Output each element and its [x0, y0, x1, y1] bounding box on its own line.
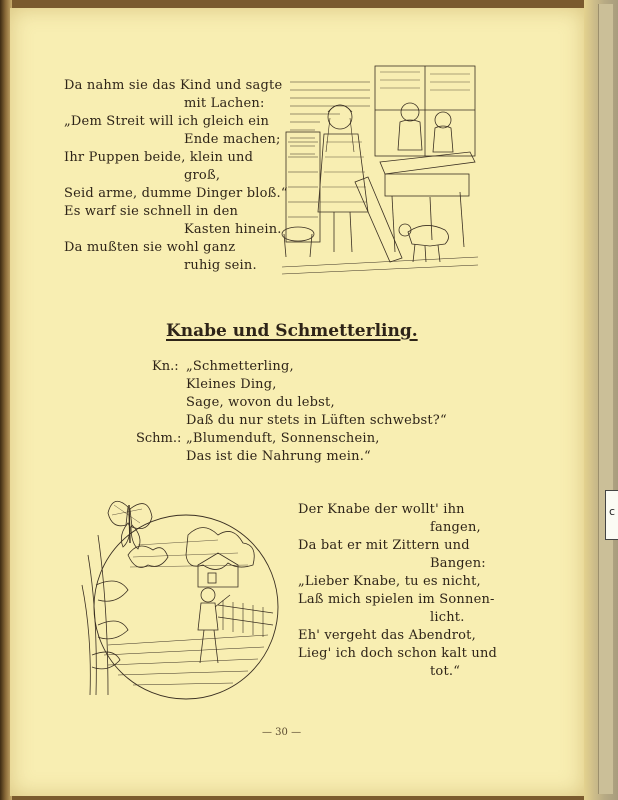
poem-bottom-line-1: Der Knabe der wollt' ihn: [298, 502, 465, 517]
poem-bottom-line-3: Da bat er mit Zittern und: [298, 538, 470, 553]
dialogue-line-3: Sage, wovon du lebst,: [186, 395, 335, 410]
poem-bottom-line-10: tot.“: [430, 664, 461, 679]
speaker-butterfly: Schm.:: [136, 431, 182, 446]
poem-top-line-2: mit Lachen:: [184, 96, 265, 111]
poem-bottom-line-2: fangen,: [430, 520, 481, 535]
girl-with-dolls-illustration: [280, 62, 480, 280]
dialogue-line-2: Kleines Ding,: [186, 377, 277, 392]
speaker-boy: Kn.:: [152, 359, 179, 374]
poem-top-line-4: Ende machen;: [184, 132, 281, 147]
edge-tab-label: c: [609, 505, 616, 518]
poem-top-line-3: „Dem Streit will ich gleich ein: [64, 114, 270, 129]
poem-bottom-line-4: Bangen:: [430, 556, 486, 571]
poem-bottom-line-6: Laß mich spielen im Sonnen-: [298, 592, 495, 607]
dialogue-line-1: „Schmetterling,: [186, 359, 294, 374]
poem-bottom-line-5: „Lieber Knabe, tu es nicht,: [298, 574, 481, 589]
poem-bottom-line-9: Lieg' ich doch schon kalt und: [298, 646, 498, 661]
dialogue-line-5: „Blumenduft, Sonnenschein,: [186, 431, 380, 446]
poem-top-line-11: ruhig sein.: [184, 258, 257, 273]
poem-top-line-8: Es warf sie schnell in den: [64, 204, 239, 219]
poem-top-line-5: Ihr Puppen beide, klein und: [64, 150, 254, 165]
poem-bottom-line-7: licht.: [430, 610, 465, 625]
poem-top-line-7: Seid arme, dumme Dinger bloß.“: [64, 186, 288, 201]
boy-and-butterfly-illustration: [68, 495, 286, 705]
poem-bottom-line-8: Eh' vergeht das Abendrot,: [298, 628, 476, 643]
poem-top-line-9: Kasten hinein.: [184, 222, 282, 237]
poem-top-line-6: groß,: [184, 168, 221, 183]
page-number: — 30 —: [262, 727, 302, 738]
underlying-sheet: [598, 4, 616, 794]
dialogue-line-6: Das ist die Nahrung mein.“: [186, 449, 371, 464]
poem-top-line-1: Da nahm sie das Kind und sagte: [64, 78, 283, 93]
poem-top-line-10: Da mußten sie wohl ganz: [64, 240, 236, 255]
dialogue-line-4: Daß du nur stets in Lüften schwebst?“: [186, 413, 447, 428]
section-title: Knabe und Schmetterling.: [166, 321, 418, 341]
